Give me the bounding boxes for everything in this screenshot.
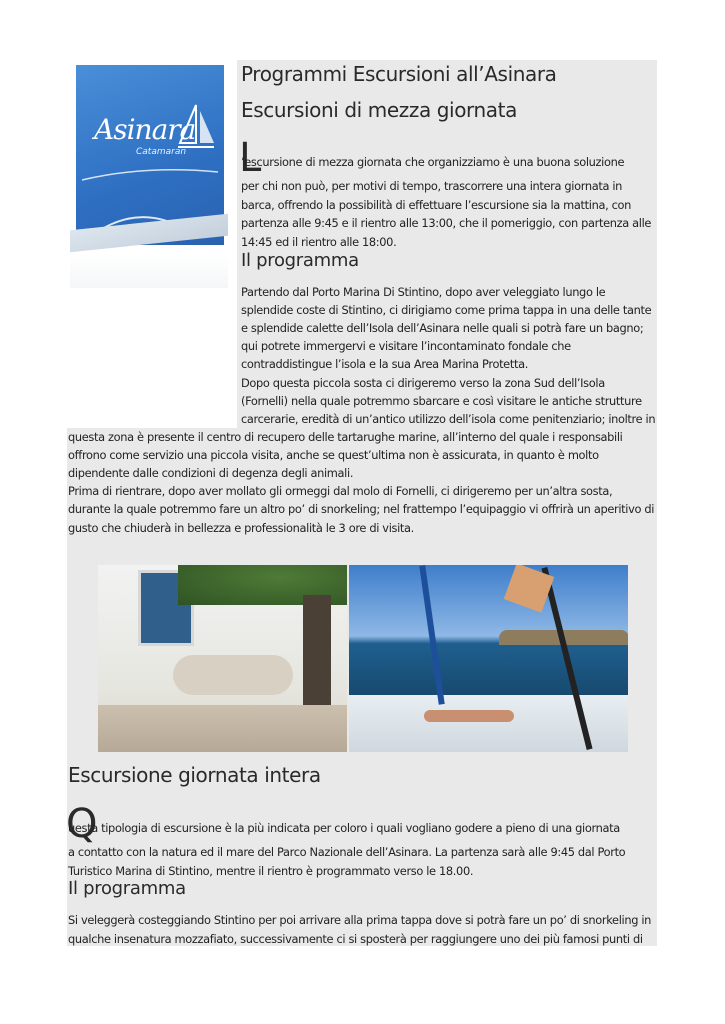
drop-cap: Q [66,801,98,847]
asinara-catamaran-logo [70,62,228,288]
text-line: (Fornelli) nella quale potremmo sbarcare e così visitare le antiche strutture [241,393,642,408]
text-line: dipendente dalle condizioni di degenza degli animali. [68,466,354,481]
logo-subtext: Catamaran [136,147,187,157]
text-line: contraddistingue l’isola e la sua Area Marina Protetta. [241,357,528,372]
text-line: ’escursione di mezza giornata che organizziamo è una buona soluzione [241,155,625,169]
text-line: offrono come servizio una piccola visita, anche se quest’ultima non è assicurata, in quanto è molto [68,448,599,463]
photo-donkeys [98,565,347,752]
text-line: questa zona è presente il centro di recupero delle tartarughe marine, all’interno del quale i responsabili [68,430,623,444]
text-line: e splendide calette dell’Isola dell’Asinara nelle quali si potrà fare un bagno; [241,321,644,336]
text-line: carcerarie, eredità di un’antico utilizzo dell’isola come penitenziario; inoltre in [241,411,656,426]
logo-text: Asinara [94,113,196,146]
text-line: partenza alle 9:45 e il rientro alle 13:00, che il pomeriggio, con partenza alle [241,216,652,230]
text-line: gusto che chiuderà in bellezza e professionalità le 3 ore di visita. [68,520,414,535]
program-heading: Il programma [241,250,359,271]
section-title-half-day: Escursioni di mezza giornata [241,98,517,122]
text-line: qualche insenatura mozzafiato, successivamente ci si sposterà per raggiungere uno dei più famosi punti di [68,932,643,946]
text-line: Dopo questa piccola sosta ci dirigeremo verso la zona Sud dell’Isola [241,375,605,390]
text-line: a contatto con la natura ed il mare del Parco Nazionale dell’Asinara. La partenza sarà alle 9:45 dal Porto [68,845,626,859]
photo-catamaran [349,565,628,752]
text-line: durante la quale potremmo fare un altro po’ di snorkeling; nel frattempo l’equipaggio vi offrirà un aperitivo di [68,502,655,517]
text-line: Partendo dal Porto Marina Di Stintino, dopo aver veleggiato lungo le [241,285,606,299]
program-heading-full-day: Il programma [68,878,186,899]
text-line: splendide coste di Stintino, ci dirigiamo come prima tappa in una delle tante [241,303,652,318]
text-line: Turistico Marina di Stintino, mentre il rientro è programmato verso le 18.00. [68,863,474,878]
text-line: qui potrete immergervi e visitare l’incontaminato fondale che [241,339,571,354]
sailboat-icon [176,103,216,158]
text-line: uesta tipologia di escursione è la più indicata per coloro i quali vogliano godere a pieno di una giornata [68,821,620,835]
page-title: Programmi Escursioni all’Asinara [241,62,557,86]
text-line: per chi non può, per motivi di tempo, trascorrere una intera giornata in [241,179,623,193]
text-line: 14:45 ed il rientro alle 18:00. [241,234,397,249]
text-line: Si veleggerà costeggiando Stintino per poi arrivare alla prima tappa dove si potrà fare un po’ di snorkeling in [68,913,652,927]
drop-cap: L [239,135,262,181]
section-title-full-day: Escursione giornata intera [68,763,321,787]
text-line: Prima di rientrare, dopo aver mollato gli ormeggi dal molo di Fornelli, ci dirigeremo per un’altra sosta, [68,484,613,499]
text-line: barca, offrendo la possibilità di effettuare l’escursione sia la mattina, con [241,197,632,212]
